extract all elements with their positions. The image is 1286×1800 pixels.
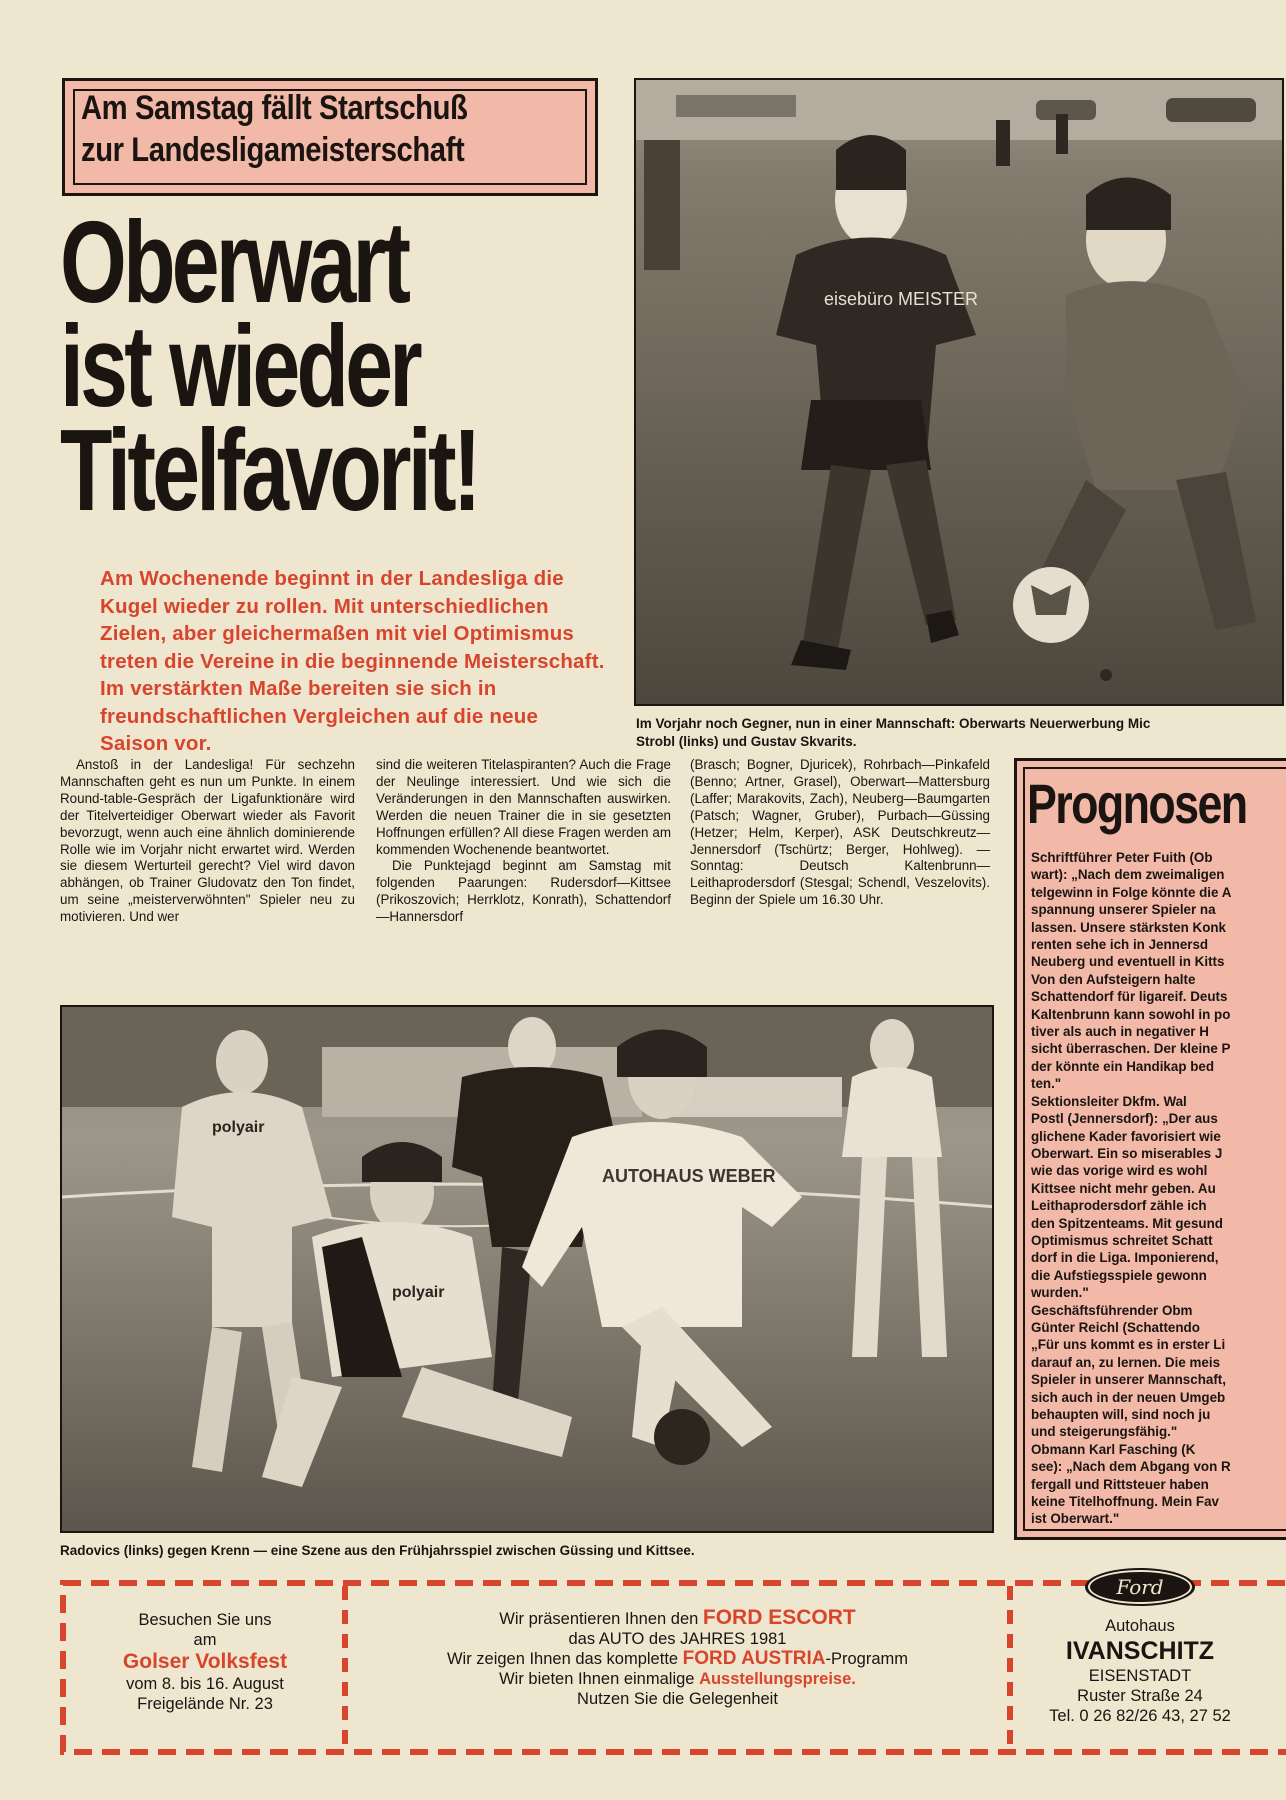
ad-ford-escort: FORD ESCORT xyxy=(702,1606,856,1629)
ad-dealer-line-1: Autohaus xyxy=(1105,1617,1175,1635)
photo1-caption-line-2: Strobl (links) und Gustav Skvarits. xyxy=(636,734,857,749)
photo2-jersey-left: polyair xyxy=(212,1119,265,1136)
ad-middle-line-5: Nutzen Sie die Gelegenheit xyxy=(577,1690,778,1708)
ad-dealer-city: EISENSTADT xyxy=(1088,1667,1192,1685)
ad-left-event: Golser Volksfest xyxy=(122,1650,288,1673)
ad-left-line-3: vom 8. bis 16. August xyxy=(126,1675,284,1693)
headline-line-3: Titelfavorit! xyxy=(60,405,478,535)
ford-logo-icon xyxy=(1085,1568,1195,1606)
photo1-caption-line-1: Im Vorjahr noch Gegner, nun in einer Mannschaft: Oberwarts Neuerwerbung Mic xyxy=(636,716,1151,731)
headline xyxy=(60,197,478,535)
headline-line-2: ist wieder xyxy=(60,301,419,431)
photo-match-scene-illustration xyxy=(62,1007,994,1533)
ad-middle-line-4 xyxy=(350,1669,1005,1689)
ad-middle-line-1a: Wir präsentieren Ihnen den xyxy=(499,1610,699,1628)
photo1-caption xyxy=(636,715,1286,751)
body-column-2 xyxy=(376,757,671,926)
prognosen-box xyxy=(1014,758,1286,1540)
photo-players-running-illustration xyxy=(636,80,1284,706)
lead-paragraph: Am Wochenende beginnt in der Landesliga die Kugel wieder zu rollen. Mit unterschiedlichen Zielen, aber gleichermaßen mit viel Optimismus treten die Vereine in die beginnende Meisterschaft. Im verstärkten Maße bereiten sie sich in freundschaftlichen Vergleichen auf die neue Saison vor. xyxy=(100,567,605,755)
body-column-2-par-1: sind die weiteren Titelaspiranten? Auch die Frage der Neulinge interessiert. Und wie sich die Veränderungen in den Mannschaften auswirken. Werden die neuen Trainer die in sie gesetzten Hoffnungen erfüllen? All diese Fragen werden am kommenden Wochenende beantwortet. xyxy=(376,757,671,857)
ad-middle-line-3 xyxy=(350,1649,1005,1669)
ad-middle-line-4a: Wir bieten Ihnen einmalige xyxy=(499,1670,695,1688)
ad-left-line-2: am xyxy=(193,1631,217,1649)
kicker-line-1: Am Samstag fällt Startschuß xyxy=(81,89,468,127)
ad-middle-line-3c: -Programm xyxy=(825,1650,909,1668)
ad-dealer-panel xyxy=(1020,1568,1260,1726)
ad-dealer-street: Ruster Straße 24 xyxy=(1077,1687,1203,1705)
ad-left-line-4: Freigelände Nr. 23 xyxy=(137,1695,273,1713)
photo-players-running xyxy=(634,78,1284,706)
ad-left-line-1: Besuchen Sie uns xyxy=(138,1611,272,1629)
body-column-3: (Brasch; Bogner, Djuricek), Rohrbach—Pinkafeld (Benno; Artner, Grasel), Oberwart—Mattersburg (Laffer; Marakovits, Zach), Neuberg—Baumgarten (Patsch; Wagner, Gruber), Purbach—Güssing (Hetzer; Helm, Kerper), ASK Deutschkreutz—Jennersdorf (Tschürtz; Berger, Hohlweg). — Sonntag: Deutsch Kaltenbrunn—Leithaprodersdorf (Stesgal; Schendl, Veszelovits). Beginn der Spiele um 16.30 Uhr. xyxy=(690,757,990,908)
headline-line-1: Oberwart xyxy=(60,197,408,327)
photo2-caption: Radovics (links) gegen Krenn — eine Szene aus den Frühjahrsspiel zwischen Güssing und Kittsee. xyxy=(60,1543,695,1558)
ad-middle-panel xyxy=(350,1608,1005,1709)
ad-ford-austria: FORD AUSTRIA xyxy=(682,1648,826,1669)
ad-ausstellungspreise: Ausstellungspreise. xyxy=(699,1670,856,1688)
ford-logo-text: Ford xyxy=(1088,1570,1192,1604)
prognosen-title: Prognosen xyxy=(1027,772,1247,835)
ad-left-panel xyxy=(70,1610,340,1714)
body-column-1: Anstoß in der Landesliga! Für sechzehn Mannschaften geht es nun um Punkte. In einem Round-table-Gespräch der Ligafunktionäre wird der Titelverteidiger Oberwart wieder als Favorit bevorzugt, wenn auch eine ähnlich dominierende Rolle wie im Vorjahr nicht erwartet wird. Werden sie diesem Werturteil gerecht? Viel wird davon abhängen, ob Trainer Gludovatz den Ton findet, um seine „meisterverwöhnten" Spieler neu zu motivieren. Und wer xyxy=(60,757,355,925)
photo2-jersey-slide: polyair xyxy=(392,1284,445,1301)
body-column-2-par-2: Die Punktejagd beginnt am Samstag mit folgenden Paarungen: Rudersdorf—Kittsee (Prikoszovich; Herrklotz, Konrath), Schattendorf—Hannersdorf xyxy=(376,858,671,925)
prognosen-text: Schriftführer Peter Fuith (Ob wart): „Nach dem zweimaligen telgewinn in Folge könnte die A spannung unserer Spieler na lassen. Unsere stärksten Konk renten sehe ich in Jennersd Neuberg und eventuell in Kitts Von den Aufsteigern halte Schattendorf für ligareif. Deuts Kaltenbrunn kann sowohl in po tiver als auch in negativer H sicht überraschen. Der kleine P der könnte ein Handikap bed ten." Sektionsleiter Dkfm. Wal Postl (Jennersdorf): „Der aus glichene Kader favorisiert wie Oberwart. Ein so miserables J wie das vorige wird es wohl Kittsee nicht mehr geben. Au Leithaprodersdorf zähle ich den Spitzenteams. Mit gesund Optimismus schreitet Schatt dorf in die Liga. Imponierend, die Aufstiegsspiele gewonn wurden." Geschäftsführender Obm Günter Reichl (Schattendo „Für uns kommt es in erster Li darauf an, zu lernen. Die meis Spieler in unserer Mannschaft, sich auch in der neuen Umgeb behaupten will, sind noch ju und steigerungsfähig." Obmann Karl Fasching (K see): „Nach dem Abgang von R fergall und Rittsteuer haben keine Titelhoffnung. Mein Fav ist Oberwart." xyxy=(1031,850,1232,1527)
ad-middle-line-1 xyxy=(350,1608,1005,1629)
photo-match-scene xyxy=(60,1005,994,1533)
ad-middle-line-2: das AUTO des JAHRES 1981 xyxy=(568,1630,787,1648)
ford-advertisement xyxy=(60,1575,1286,1755)
photo1-jersey-text: eisebüro MEISTER xyxy=(824,289,979,309)
ad-dealer-name: IVANSCHITZ xyxy=(1065,1637,1215,1665)
ad-dealer-phone: Tel. 0 26 82/26 43, 27 52 xyxy=(1049,1707,1231,1725)
ad-middle-line-3a: Wir zeigen Ihnen das komplette xyxy=(446,1650,679,1668)
kicker-line-2: zur Landesligameisterschaft xyxy=(81,131,465,169)
kicker-box xyxy=(62,78,598,196)
photo2-jersey-right: AUTOHAUS WEBER xyxy=(602,1166,776,1186)
